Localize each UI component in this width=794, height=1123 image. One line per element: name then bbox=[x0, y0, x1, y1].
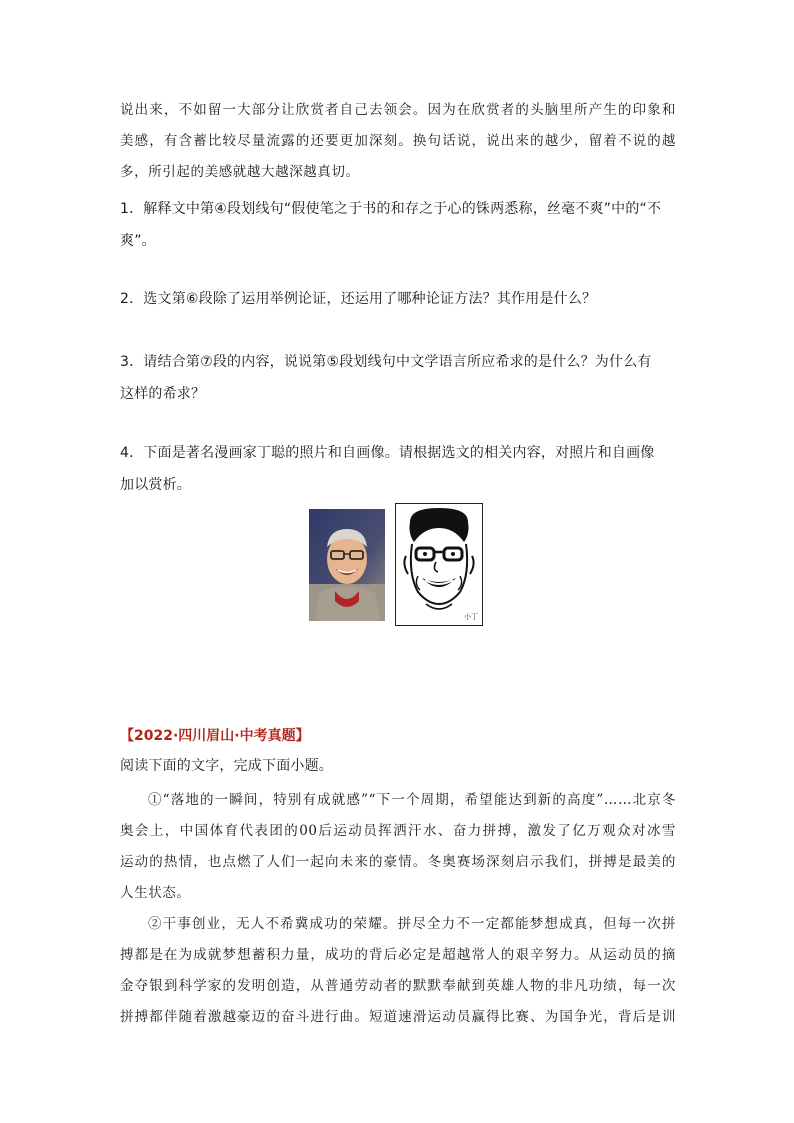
instruction-text: 阅读下面的文字，完成下面小题。 bbox=[120, 758, 333, 774]
passage-line: 美感，有含蓄比较尽量流露的还要更加深刻。换句话说，说出来的越少，留着不说的越 bbox=[120, 133, 676, 149]
passage-line: 运动的热情，也点燃了人们一起向未来的豪情。冬奥赛场深刻启示我们，拼搏是最美的 bbox=[120, 854, 676, 870]
passage-paragraph-2 bbox=[120, 909, 676, 1033]
passage-line: ①“落地的一瞬间，特别有成就感”“下一个周期，希望能达到新的高度”……北京冬 bbox=[148, 792, 676, 808]
portrait-photo bbox=[309, 509, 385, 621]
reading-instruction bbox=[120, 753, 676, 779]
portrait-photo-drawing bbox=[309, 509, 385, 621]
self-portrait-sketch bbox=[395, 503, 483, 626]
question-line: 3．请结合第⑦段的内容，说说第⑤段划线句中文学语言所应希求的是什么？为什么有 bbox=[120, 354, 652, 370]
self-portrait-drawing bbox=[396, 504, 482, 625]
exam-source-tag: 【2022·四川眉山·中考真题】 bbox=[120, 728, 310, 744]
passage-line: 拼搏都伴随着激越豪迈的奋斗进行曲。短道速滑运动员赢得比赛、为国争光，背后是训 bbox=[120, 1009, 676, 1025]
signature-text: 小丁 bbox=[464, 613, 478, 621]
question-line: 这样的希求？ bbox=[120, 386, 206, 402]
passage-line: 说出来，不如留一大部分让欣赏者自己去领会。因为在欣赏者的头脑里所产生的印象和 bbox=[120, 102, 676, 118]
question-line: 爽”。 bbox=[120, 233, 156, 249]
passage-line: 金夺银到科学家的发明创造，从普通劳动者的默默奉献到英雄人物的非凡功绩，每一次 bbox=[120, 978, 676, 994]
question-line: 2．选文第⑥段除了运用举例论证，还运用了哪种论证方法？其作用是什么？ bbox=[120, 291, 597, 307]
passage-line: 奥会上，中国体育代表团的00后运动员挥洒汗水、奋力拼搏，激发了亿万观众对冰雪 bbox=[120, 823, 676, 839]
passage-continuation bbox=[120, 95, 676, 188]
question-1 bbox=[120, 193, 676, 257]
question-2 bbox=[120, 283, 676, 315]
question-line: 4．下面是著名漫画家丁聪的照片和自画像。请根据选文的相关内容，对照片和自画像 bbox=[120, 445, 655, 461]
question-3 bbox=[120, 346, 676, 410]
passage-line: ②干事创业，无人不希冀成功的荣耀。拼尽全力不一定都能梦想成真，但每一次拼 bbox=[148, 916, 676, 932]
passage-line: 多，所引起的美感就越大越深越真切。 bbox=[120, 164, 360, 180]
passage-line: 人生状态。 bbox=[120, 885, 191, 901]
passage-line: 搏都是在为成就梦想蓄积力量，成功的背后必定是超越常人的艰辛努力。从运动员的摘 bbox=[120, 947, 676, 963]
passage-paragraph-1 bbox=[120, 785, 676, 909]
question-4 bbox=[120, 437, 676, 501]
question-line: 1．解释文中第④段划线句“假使笔之于书的和存之于心的铢两悉称，丝毫不爽”中的“不 bbox=[120, 201, 662, 217]
question-line: 加以赏析。 bbox=[120, 477, 191, 493]
